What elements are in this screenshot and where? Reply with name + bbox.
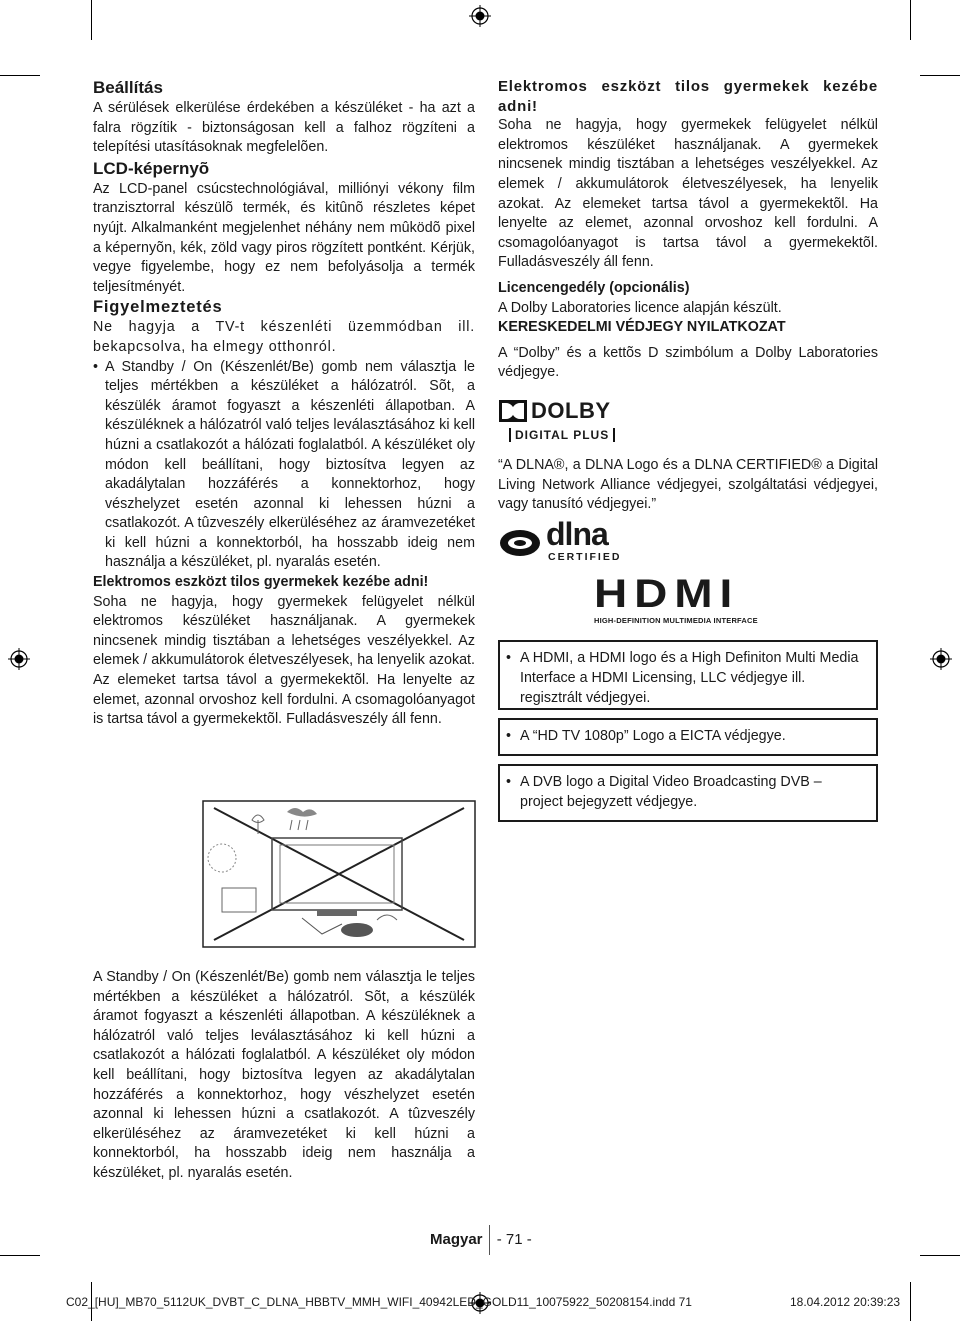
children-heading-right: Elektromos eszközt tilos gyermekek kezébe adni! xyxy=(498,78,878,115)
crop-mark xyxy=(91,0,92,40)
hdmi-trademark-item: • A HDMI, a HDMI logo és a High Definiton Multi Media Interface a HDMI Licensing, LLC védjegye ill. regisztrált védjegyei. xyxy=(516,648,866,708)
hdmi-logo-sub: HIGH-DEFINITION MULTIMEDIA INTERFACE xyxy=(594,616,758,625)
beallitas-text: A sérülések elkerülése érdekében a készüléket - ha azt a falra rögzítik - biztonságosan kell a falhoz rögzíteni a telepítési utasításoknak megfelelõen. xyxy=(93,100,475,156)
crop-mark xyxy=(910,0,911,40)
licence-heading: Licencengedély (opcionális) xyxy=(498,279,690,296)
crop-mark xyxy=(910,1282,911,1321)
registration-mark-icon xyxy=(930,648,952,670)
dvb-trademark-box xyxy=(498,764,878,822)
dlna-certified-logo xyxy=(498,516,628,566)
beallitas-heading: Beállítás xyxy=(93,78,163,97)
left-column xyxy=(93,77,475,730)
crop-mark xyxy=(0,1255,40,1256)
figyelmeztetes-text: Ne hagyja a TV-t készenléti üzemmódban ill. bekapcsolva, ha elmegy otthonról. xyxy=(93,319,475,355)
page-divider xyxy=(489,1225,490,1255)
right-column xyxy=(498,77,878,383)
dolby-text: A “Dolby” és a kettõs D szimbólum a Dolby Laboratories védjegye. xyxy=(498,344,878,381)
children-text-left: Soha ne hagyja, hogy gyermekek felügyelet nélkül elektromos készüléket használjanak. A gyermekek nincsenek mindig tisztában a lehetséges veszélyekkel. Az elemek / akkumulátorok életveszélyesek, ha lenyelik azokat. Az elemeket tartsa távol a gyermekektõl. Ha lenyelte az elemet, azonnal orvoshoz kell fordulni. A csomagolóanyagot is tartsa távol a gyermekektõl. Fulladásveszély áll fenn. xyxy=(93,593,475,728)
dolby-double-d-icon xyxy=(499,400,527,422)
hdmi-logo xyxy=(594,572,780,628)
crop-mark xyxy=(920,75,960,76)
registration-mark-icon xyxy=(469,5,491,27)
hdtv-trademark-item: • A “HD TV 1080p” Logo a EICTA védjegye. xyxy=(516,726,866,746)
crop-mark xyxy=(0,75,40,76)
trademark-heading: KERESKEDELMI VÉDJEGY NYILATKOZAT xyxy=(498,319,786,336)
bottom-standby-text: A Standby / On (Készenlét/Be) gomb nem választja le teljes mértékben a készüléket a hálózatról. Sõt, a készülék áramot fogyaszt a készenléti állapotban. A készüléknek a hálózatról való teljes leválasztásához ki kell húzni a csatlakozót a hálózati foglalatból. A készüléket oly módon kell beállítani, hogy biztosítva legyen az akadálytalan hozzáférés a konnektorhoz, hogy vészhelyzet esetén azonnal ki lehessen húzni a csatlakozót. A tûzveszély elkerüléséhez az áramvezetéket ki kell húzni a konnektorból, ha hosszabb ideig nem használja a készüléket, pl. nyaralás esetén. xyxy=(93,969,475,1181)
dlna-logo-word: dlna xyxy=(546,516,608,552)
dolby-logo-sub: DIGITAL PLUS xyxy=(509,428,615,442)
dvb-trademark-item: • A DVB logo a Digital Video Broadcasting DVB – project bejegyzett védjegye. xyxy=(516,772,866,812)
footer-file-info: C02_[HU]_MB70_5112UK_DVBT_C_DLNA_HBBTV_MMH_WIFI_40942LED_GOLD11_10075922_50208154.indd 71 xyxy=(66,1295,692,1309)
children-text-right: Soha ne hagyja, hogy gyermekek felügyelet nélkül elektromos készüléket használjanak. A gyermekek nincsenek mindig tisztában a lehetséges veszélyekkel. Az elemek / akkumulátorok életveszélyesek, ha lenyelik azokat. Az elemeket tartsa távol a gyermekektõl. Ha lenyelte az elemet, azonnal orvoshoz kell fordulni. A csomagolóanyagot is tartsa távol a gyermekektõl. Fulladásveszély áll fenn. xyxy=(498,117,878,271)
dlna-text-block xyxy=(498,456,878,515)
dolby-logo-word: DOLBY xyxy=(531,398,611,423)
registration-mark-icon xyxy=(8,648,30,670)
crop-mark xyxy=(920,1255,960,1256)
bottom-left-text-block xyxy=(93,968,475,1184)
hdtv-trademark-box xyxy=(498,718,878,756)
children-heading-left: Elektromos eszközt tilos gyermekek kezébe adni! xyxy=(93,574,429,591)
page-number-line xyxy=(430,1231,532,1248)
dlna-text: “A DLNA®, a DLNA Logo és a DLNA CERTIFIED® a Digital Living Network Alliance védjegyei, szolgáltatási védjegyei, vagy tanusító védjegyei.” xyxy=(498,457,878,513)
page-number: - 71 - xyxy=(496,1231,532,1248)
licence-text: A Dolby Laboratories licence alapján készült. xyxy=(498,299,782,316)
dolby-digital-plus-logo xyxy=(499,400,623,444)
dlna-logo-sub: CERTIFIED xyxy=(548,551,622,563)
lcd-heading: LCD-képernyõ xyxy=(93,158,210,178)
figyelmeztetes-heading: Figyelmeztetés xyxy=(93,298,223,317)
page-language: Magyar xyxy=(430,1231,483,1248)
hdmi-trademark-box xyxy=(498,640,878,710)
dlna-swoosh-icon xyxy=(498,522,542,564)
lcd-text: Az LCD-panel csúcstechnológiával, milliónyi vékony film tranzisztorral készülõ termék, és kitûnõ részletes képet nyújt. Alkalmanként megjelenhet néhány nem mûködõ pixel a képernyõn, kék, zöld vagy piros rögzített pontként. Kérjük, vegye figyelembe, hogy ez nem befolyásolja a termék teljesítményét. xyxy=(93,180,475,295)
hdmi-logo-word: HDMI xyxy=(594,572,740,616)
standby-bullet: • A Standby / On (Készenlét/Be) gomb nem választja le teljes mértékben a készüléket a hálózatról. Sõt, a készülék áramot fogyaszt a készenléti állapotban. A készüléknek a hálózatról való teljes leválasztásához ki kell húzni a csatlakozót a hálózati foglalatból. A készüléket oly módon kell beállítani, hogy biztosítva legyen az akadálytalan hozzáférés a konnektorhoz, hogy vészhelyzet esetén azonnal ki lehessen húzni a csatlakozót. A tûzveszély elkerüléséhez az áramvezetéket ki kell húzni a konnektorból, ha hosszabb ideig nem használja a készüléket, pl. nyaralás esetén. xyxy=(93,358,475,574)
tv-warning-illustration xyxy=(202,800,476,948)
footer-date: 18.04.2012 20:39:23 xyxy=(790,1295,901,1309)
